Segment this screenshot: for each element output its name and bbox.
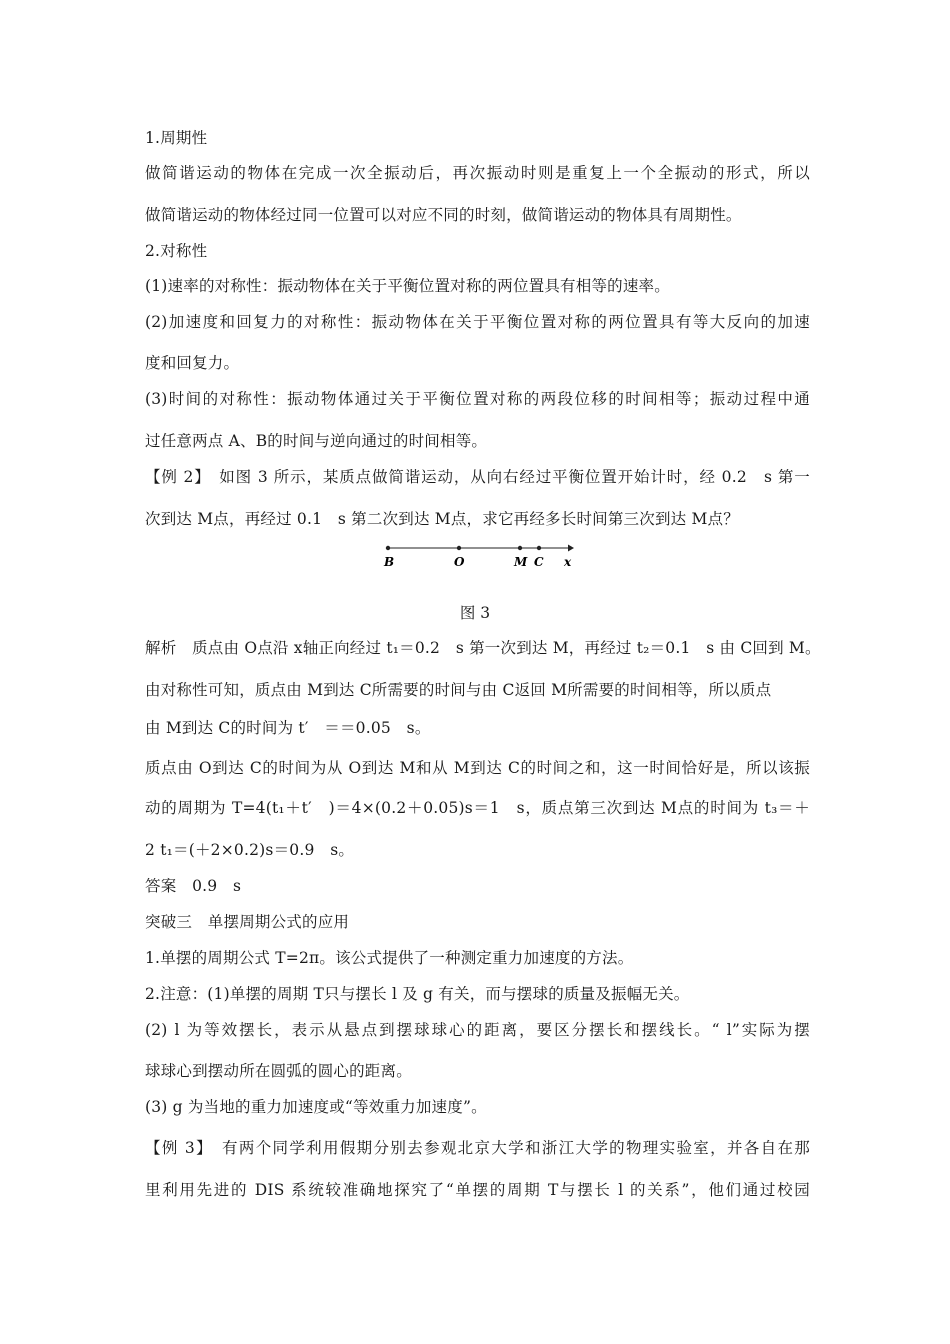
example-2-line: 【例 2】 如图 3 所示，某质点做简谐运动，从向右经过平衡位置开始计时，经 0.2 s 第一 [145, 468, 810, 486]
section-heading: 突破三 单摆周期公式的应用 [145, 913, 350, 931]
paragraph-line: 球球心到摆动所在圆弧的圆心的距离。 [145, 1062, 412, 1080]
paragraph-line: (2)加速度和回复力的对称性：振动物体在关于平衡位置对称的两位置具有等大反向的加速 [145, 313, 810, 331]
solution-line: 动的周期为 T=4(t₁＋t′ )＝4×(0.2＋0.05)s＝1 s，质点第三次到达 M点的时间为 t₃＝＋ [145, 799, 810, 817]
paragraph-line: 度和回复力。 [145, 354, 240, 372]
paragraph-line: 做简谐运动的物体在完成一次全振动后，再次振动时则是重复上一个全振动的形式，所以 [145, 164, 810, 182]
heading-symmetry: 2.对称性 [145, 242, 208, 260]
paragraph-line: 做简谐运动的物体经过同一位置可以对应不同的时刻，做简谐运动的物体具有周期性。 [145, 206, 742, 224]
axis-arrow-icon [568, 545, 574, 552]
paragraph-line: (3) g 为当地的重力加速度或“等效重力加速度”。 [145, 1098, 487, 1116]
label-x: x [564, 555, 572, 569]
paragraph-line: 1.单摆的周期公式 T=2π。该公式提供了一种测定重力加速度的方法。 [145, 949, 634, 967]
figure-3-axis [370, 538, 580, 572]
example-2-line: 次到达 M点，再经过 0.1 s 第二次到达 M点，求它再经多长时间第三次到达 M点？ [145, 510, 739, 528]
label-o: O [454, 555, 465, 569]
solution-line: 由 M到达 C的时间为 t′ ＝＝0.05 s。 [145, 719, 431, 737]
point-o [457, 546, 461, 550]
solution-line: 2 t₁＝(＋2×0.2)s＝0.9 s。 [145, 841, 355, 859]
paragraph-line: (3)时间的对称性：振动物体通过关于平衡位置对称的两段位移的时间相等；振动过程中通 [145, 390, 810, 408]
answer-line: 答案 0.9 s [145, 877, 242, 895]
label-m: M [514, 555, 528, 569]
heading-periodicity: 1.周期性 [145, 129, 208, 147]
label-b: B [384, 555, 395, 569]
figure-caption: 图 3 [459, 604, 491, 622]
paragraph-line: 2.注意：(1)单摆的周期 T只与摆长 l 及 g 有关，而与摆球的质量及振幅无关。 [145, 985, 690, 1003]
solution-line: 由对称性可知，质点由 M到达 C所需要的时间与由 C返回 M所需要的时间相等，所以质点 [145, 681, 772, 699]
paragraph-line: (1)速率的对称性：振动物体在关于平衡位置对称的两位置具有相等的速率。 [145, 277, 670, 295]
paragraph-line: 过任意两点 A、B的时间与逆向通过的时间相等。 [145, 432, 488, 450]
example-3-line: 【例 3】 有两个同学利用假期分别去参观北京大学和浙江大学的物理实验室，并各自在那 [145, 1139, 810, 1157]
point-m [518, 546, 522, 550]
paragraph-line: (2) l 为等效摆长，表示从悬点到摆球球心的距离，要区分摆长和摆线长。“ l”实际为摆 [145, 1021, 810, 1039]
solution-line: 质点由 O到达 C的时间为从 O到达 M和从 M到达 C的时间之和，这一时间恰好是，所以该振 [145, 759, 810, 777]
label-c: C [534, 555, 544, 569]
example-3-line: 里利用先进的 DIS 系统较准确地探究了“单摆的周期 T与摆长 l 的关系”，他们通过校园 [145, 1181, 810, 1199]
point-c [537, 546, 541, 550]
point-b [386, 546, 390, 550]
solution-line: 解析 质点由 O点沿 x轴正向经过 t₁＝0.2 s 第一次到达 M，再经过 t₂＝0.1 s 由 C回到 M。 [145, 639, 821, 657]
